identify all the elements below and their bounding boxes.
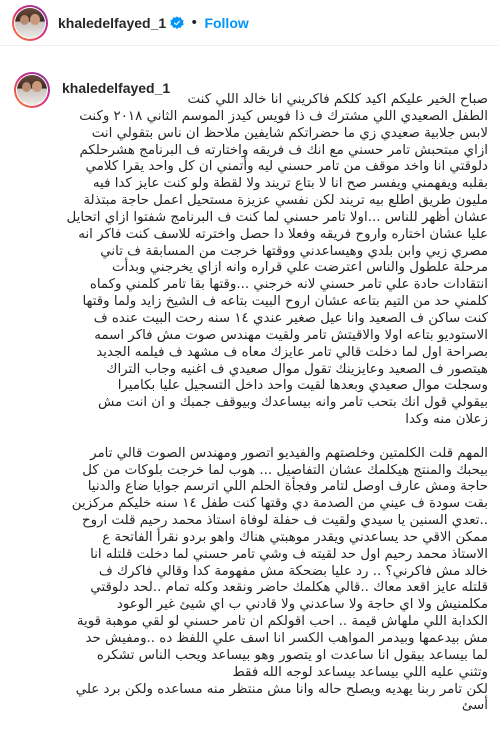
caption-line: مكلمنيش ولا اي حاجة ولا ساعدني ولا قادني ب اي شيئ غير الوعود [116, 597, 488, 613]
caption-line: وتثني عليه اللي بيساعد بيساعد لوجه الله فقط [232, 664, 488, 680]
caption-line: كنت ساكن ف الصعيد وانا عيل صغير عندي ١٤ سنه رحت البيت عنده ف [93, 310, 488, 326]
caption-line: مش بيدعمها وبيدمر المواهب الكسر انا اسف علي اللفظ ده ..ومفيش حد [85, 631, 488, 646]
avatar-photo [15, 8, 45, 38]
caption-line: ممكن الاقي حد يساعدني ويقدر موهبتي هناك واهو بردو نقرأ الفاتحة ع [102, 529, 488, 545]
caption-line: الاستاذ محمد رحيم اول حد لقيته ف وشي تامر حسني لما دخلت قلتله انا [90, 546, 488, 562]
profile-avatar[interactable] [12, 5, 48, 41]
caption-line: بقت سودة ف عيني من الصدمة دي وقتها كنت طفل ١٤ سنه خليكم مركزين [71, 496, 488, 512]
comment-username[interactable]: khaledelfayed_1 [62, 80, 171, 96]
caption-line: زعلان منه وكدا [405, 412, 488, 428]
caption-line: الطفل الصعيدي اللي مشترك ف ذا فويس كيدز الموسم الثاني ٢٠١٨ وكنت [79, 108, 488, 124]
post-header [0, 0, 498, 46]
post-caption [10, 92, 488, 715]
caption-line: حاجة ومش عارف اوصل لتامر وفجأة الحلم اللي اترسم جوايا ضاع والدنيا [87, 479, 488, 495]
caption-line: عشان أظهر للناس ...اولا تامر حسني لما كنت ف البرنامج شفتوا ازاي اتحايل [66, 209, 488, 225]
caption-line: خالد مش فاكرني؟ .. رد عليا بضحكة مش مفهومة كدا وقالي فاكرك ف [98, 563, 488, 579]
caption-line: قلتله عايز اقعد معاك ..قالي هكلمك حاضر ونقعد وكله تمام ..لحد دلوقتي [90, 580, 488, 596]
caption-line: عليا عشان اختاره واروح فريقه وفعلا دا حصل واخترته للاسف كنت فاكر انه [78, 226, 488, 242]
header-separator: • [190, 14, 199, 31]
caption-line: انتقادات حادة علي تامر حسني لانه خرجني ...وقتها بقا تامر كلمني وكماه [89, 277, 488, 293]
header-username[interactable]: khaledelfayed_1 [58, 14, 167, 31]
caption-line: بيقولي قول انك بتحب تامر وانه بيساعدك وبيوقف جمبك و ان انت مش [97, 395, 488, 411]
caption-line: هيتصور ف الصعيد وعايزينك تقول موال صعيدي ف اغنيه وجاب التراك [106, 361, 488, 377]
caption-line: مليون طريق اطلع بيه تريند لكن نفسي عزيزة مستحيل اعمل حاجة مبتذلة [83, 193, 488, 209]
caption-line: الكدابة اللي ملهاش قيمة .. احب اقولكم ان تامر حسني لو لقي موهبة قوية [76, 614, 488, 630]
caption-line: مصري زيي وابن بلدي وهيساعدني ووقتها خرجت من المسابقة ف تاني [100, 243, 488, 259]
caption-line: لما بيساعد بيقول انا ساعدت او يتصور وهو بيساعد ويحب الناس تشكره [96, 647, 488, 663]
caption-line: كلمني حد من التيم بتاعه عشان اروح البيت بتاعه ف الشيخ زايد ولما وقتها [82, 294, 488, 310]
caption-line: بيحبك والمنتج هيكلمك عشان التفاصيل ... هوب لما خرجت بلوكات من كل [82, 462, 488, 478]
caption-line: ازاي مبتحبش تامر حسني مع انك ف فريقه واختارته ف البرنامج هشرحلكم [79, 142, 488, 158]
avatar-frame [14, 7, 46, 39]
caption-line: الاستوديو بتاعه اولا والاقيتش تامر ولقيت مهندس صوت مش فاكر اسمه [94, 327, 488, 343]
verified-badge-icon [170, 16, 184, 30]
follow-button[interactable]: Follow [204, 14, 249, 31]
caption-line: صباح الخير عليكم اكيد كلكم فاكريني انا خالد اللي كنت [187, 92, 488, 107]
caption-line: المهم قلت الكلمتين وخلصتهم والفيديو اتصور ومهندس الصوت قالي تامر [90, 445, 488, 461]
caption-line: أسئ [461, 698, 488, 714]
caption-line: ..تعدي السنين يا سيدي ولقيت ف حفلة لوفاة استاذ محمد رحيم قلت اروح [81, 513, 488, 529]
caption-line: وسجلت موال صعيدي وبعدها لقيت واحد داخل التسجيل عليا بكاميرا [117, 378, 488, 394]
caption-line: لابس جلابية صعيدي زي ما حضراتكم شايفين ملاحظ ان ناس بتقولي انت [91, 125, 488, 141]
caption-line: بصراحة اول لما دخلت قالي تامر عايزك معاه ف مشهد ف فيلمه الجديد [96, 344, 488, 360]
caption-line: مرحلة علطول والناس اعترضت علي قراره وانه ازاي يخرجني وبدأت [111, 260, 488, 276]
caption-line: دلوقتي انا واخد موقف من تامر حسني ليه وأتمني ان كل واحد يقرا كلامي [85, 159, 488, 175]
caption-line: لكن تامر ربنا يهديه ويصلح حاله وانا مش منتظر منه مساعده ولكن برد علي [75, 681, 488, 697]
caption-line: بقلبه ويفهمني ويفسر صح انا لا بتاع تريند ولا لقطة ولو كنت عايز كدا فيه [92, 176, 488, 192]
caption-line [10, 429, 488, 446]
